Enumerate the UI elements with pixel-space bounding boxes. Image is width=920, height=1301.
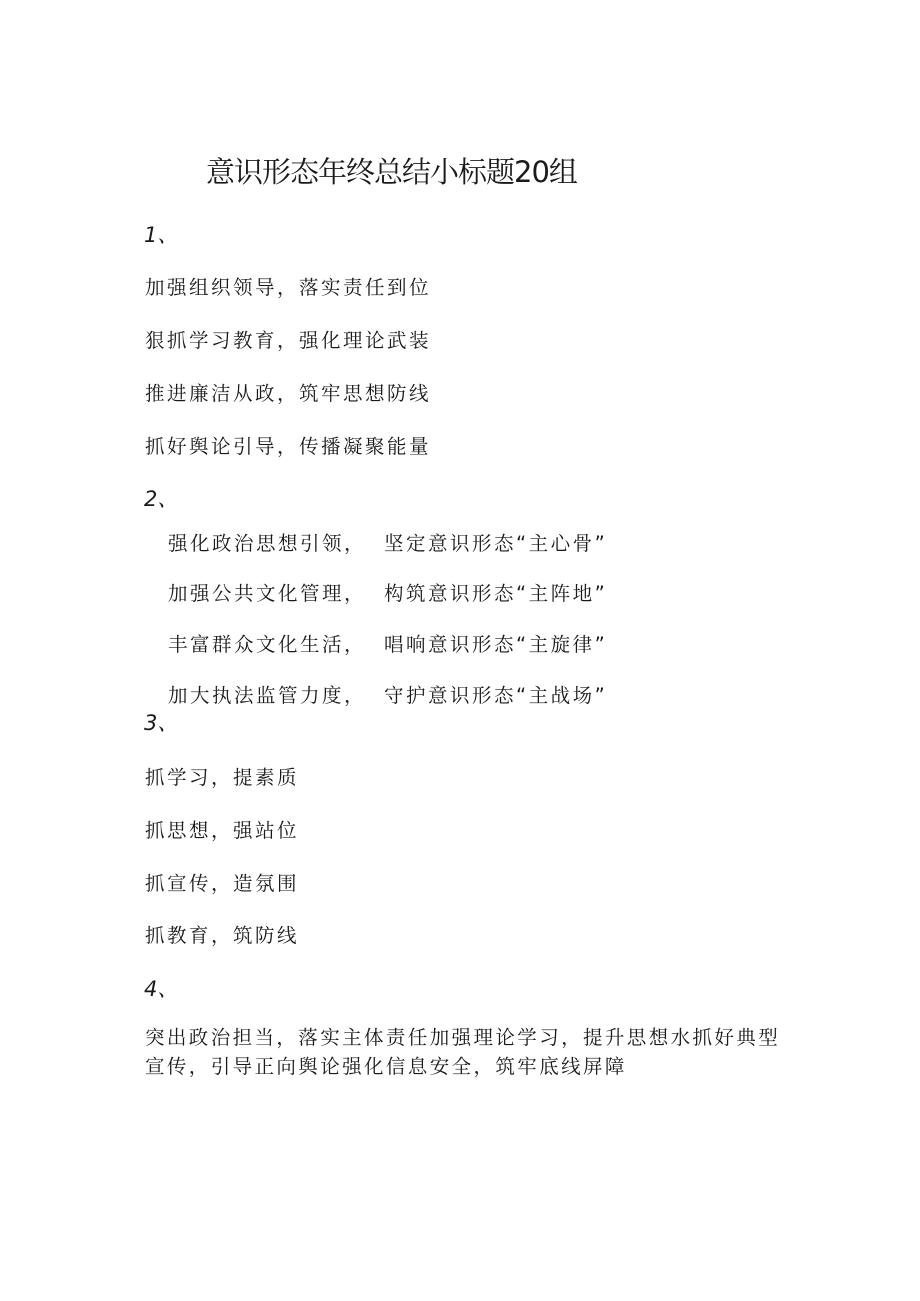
section-2-row-left: 丰富群众文化生活， xyxy=(168,633,367,656)
section-2-row xyxy=(168,629,608,657)
section-2-row-right: 坚定意识形态“主心骨” xyxy=(384,532,608,555)
section-2-row xyxy=(168,680,608,708)
section-1-line: 狠抓学习教育，强化理论武装 xyxy=(145,329,432,352)
section-3-line: 抓思想，强站位 xyxy=(145,819,300,842)
section-2-row xyxy=(168,578,608,606)
section-1-line: 抓好舆论引导，传播凝聚能量 xyxy=(145,435,432,458)
section-2-row-left: 强化政治思想引领， xyxy=(168,532,367,555)
section-2-row-left: 加大执法监管力度， xyxy=(168,684,367,707)
section-2-row xyxy=(168,528,608,556)
section-3-line: 抓学习，提素质 xyxy=(145,766,300,789)
section-1-line: 推进廉洁从政，筑牢思想防线 xyxy=(145,382,432,405)
section-3-number: 3、 xyxy=(144,711,179,735)
section-1-line: 加强组织领导，落实责任到位 xyxy=(145,276,432,299)
section-2-row-left: 加强公共文化管理， xyxy=(168,582,367,605)
section-3-line: 抓教育，筑防线 xyxy=(145,924,300,947)
section-2-number: 2、 xyxy=(144,487,179,511)
section-3-line: 抓宣传，造氛围 xyxy=(145,872,300,895)
section-2-row-right: 构筑意识形态“主阵地” xyxy=(384,582,608,605)
section-2-row-right: 守护意识形态“主战场” xyxy=(384,684,608,707)
section-4-paragraph: 突出政治担当，落实主体责任加强理论学习，提升思想水抓好典型宣传，引导正向舆论强化信息安全，筑牢底线屏障 xyxy=(145,1026,781,1078)
section-1-number: 1、 xyxy=(144,223,179,247)
page-title: 意识形态年终总结小标题20组 xyxy=(206,155,577,189)
section-2-row-right: 唱响意识形态“主旋律” xyxy=(384,633,608,656)
section-4-number: 4、 xyxy=(144,977,179,1001)
